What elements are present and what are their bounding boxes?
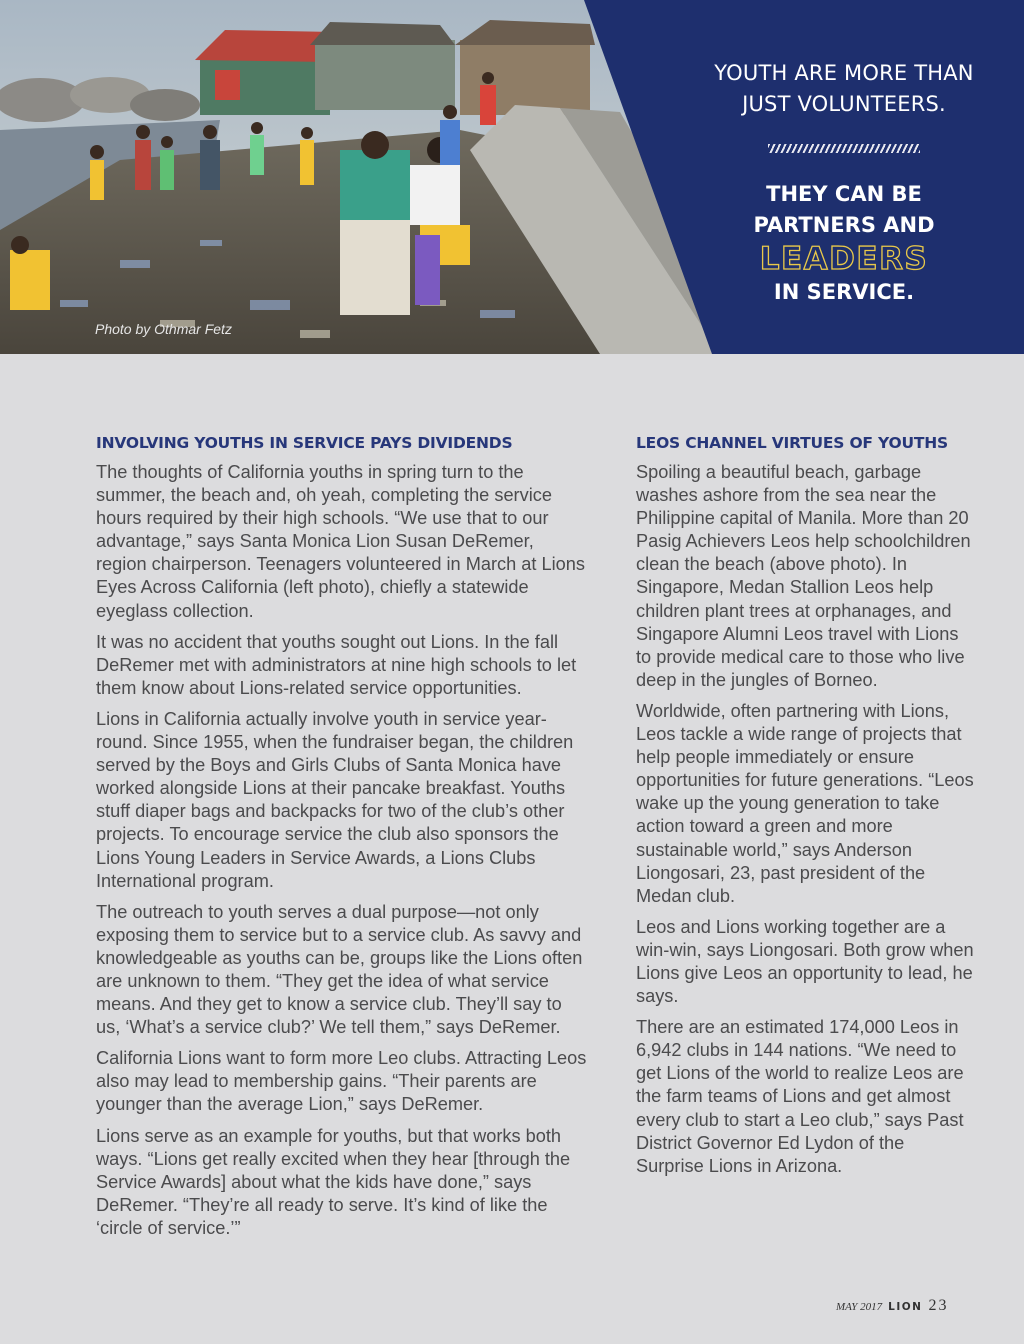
paragraph: Lions in California actually involve youth in service year-round. Since 1955, when the fundraiser began, the children served by the Boys and Girls Clubs of Santa Monica have worked alongside Lions at their pancake breakfast. Youths stuff diaper bags and backpacks for two of the club’s other projects. To encourage service the club also sponsors the Lions Young Leaders in Service Awards, a Lions Clubs International program.: [96, 708, 574, 891]
paragraph: It was no accident that youths sought out Lions. In the fall DeRemer met with administrators at nine high schools to let them know about Lions-related service opportunities.: [96, 631, 577, 698]
paragraph: Worldwide, often partnering with Lions, Leos tackle a wide range of projects that help people immediately or ensure opportunities for future generations. “Leos wake up the young generation to take action toward a green and more sustainable world,” says Anderson Liongosari, 23, past president of the Medan club.: [636, 700, 974, 906]
pullquote-line: IN SERVICE.: [773, 280, 915, 304]
right-article-heading: LEOS CHANNEL VIRTUES OF YOUTHS: [636, 434, 948, 452]
pullquote-line: PARTNERS AND: [753, 213, 935, 237]
paragraph: California Lions want to form more Leo clubs. Attracting Leos also may lead to membership gains. “Their parents are younger than the average Lion,” says DeRemer.: [96, 1048, 587, 1115]
hatch-divider: [768, 144, 920, 153]
left-article: [96, 432, 588, 1248]
pullquote-line: JUST VOLUNTEERS.: [742, 92, 946, 116]
folio-date: MAY 2017: [836, 1301, 883, 1313]
paragraph: Leos and Lions working together are a win-win, says Liongosari. Both grow when Lions give Leos an opportunity to lead, he says.: [636, 916, 974, 1007]
left-article-heading: INVOLVING YOUTHS IN SERVICE PAYS DIVIDENDS: [96, 434, 513, 452]
paragraph: Lions serve as an example for youths, but that works both ways. “Lions get really excited when they hear [through the Service Awards] about what the kids have done,” says DeRemer. “They’re all ready to serve. It’s kind of like the ‘circle of service.’”: [96, 1125, 571, 1238]
paragraph: The outreach to youth serves a dual purpose—not only exposing them to service but to a service club. As savvy and knowledgeable as youths can be, groups like the Lions often are unknown to them. “They get the idea of what service means. And they get to know a service club. They’ll say to us, ‘What’s a service club?’ We tell them,” says DeRemer.: [96, 901, 583, 1038]
pullquote-line: THEY CAN BE: [766, 182, 922, 206]
page-number: 23: [928, 1297, 949, 1314]
pullquote-line: YOUTH ARE MORE THAN: [714, 61, 974, 85]
folio-magazine: LION: [888, 1301, 923, 1313]
page-folio: [836, 1297, 948, 1315]
photo-credit: Photo by Othmar Fetz: [95, 321, 232, 337]
right-article: [636, 432, 976, 1186]
hero-section: [0, 0, 1024, 354]
paragraph: The thoughts of California youths in spring turn to the summer, the beach and, oh yeah, completing the service hours required by their high schools. “We use that to our advantage,” says Santa Monica Lion Susan DeRemer, region chairperson. Teenagers volunteered in March at Lions Eyes Across California (left photo), chiefly a statewide eyeglass collection.: [96, 462, 586, 621]
pullquote: [700, 58, 988, 308]
pullquote-emphasis: LEADERS: [759, 241, 929, 277]
paragraph: Spoiling a beautiful beach, garbage washes ashore from the sea near the Philippine capital of Manila. More than 20 Pasig Achievers Leos help schoolchildren clean the beach (above photo). In Singapore, Medan Stallion Leos help children plant trees at orphanages, and Singapore Alumni Leos travel with Lions to provide medical care to those who live deep in the jungles of Borneo.: [636, 462, 971, 690]
paragraph: There are an estimated 174,000 Leos in 6,942 clubs in 144 nations. “We need to get Lions of the world to realize Leos are the farm teams of Lions and get almost every club to start a Leo club,” says Past District Governor Ed Lydon of the Surprise Lions in Arizona.: [636, 1017, 964, 1176]
